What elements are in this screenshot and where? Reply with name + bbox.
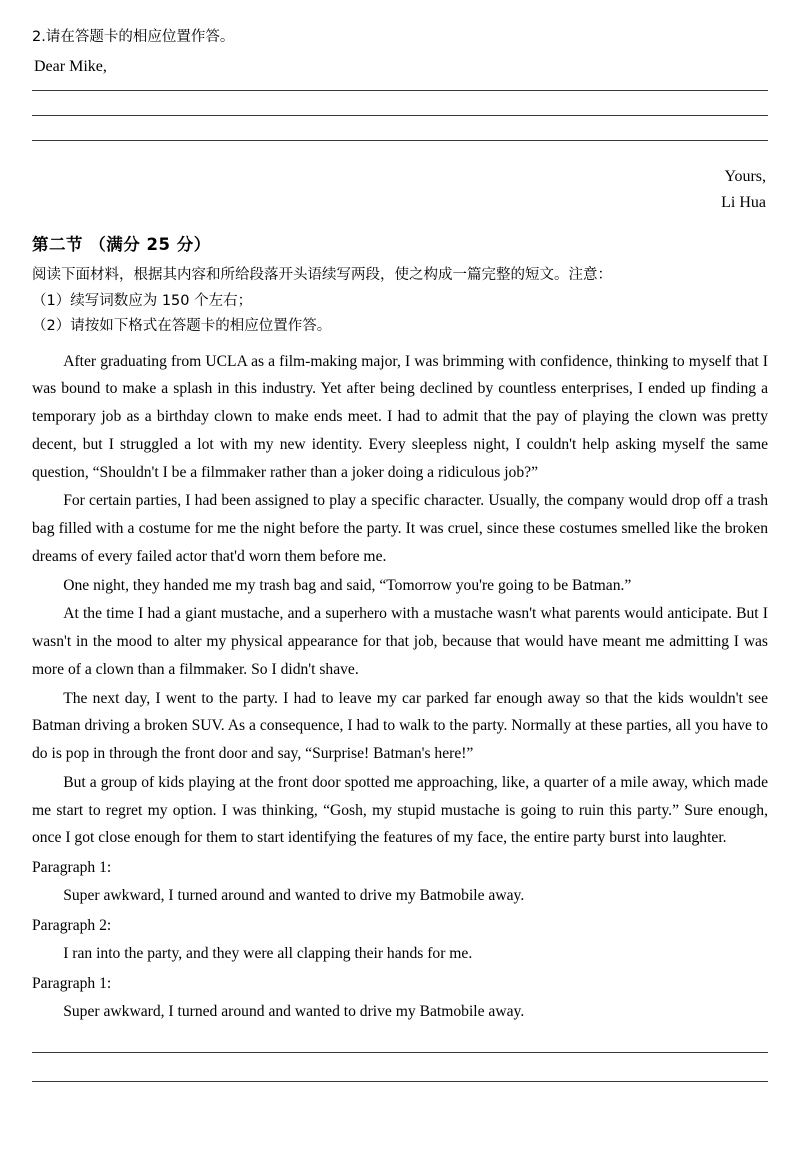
instruction-line-1: 阅读下面材料，根据其内容和所给段落开头语续写两段，使之构成一篇完整的短文。注意： <box>32 267 612 284</box>
instruction-line-3: （2）请按如下格式在答题卡的相应位置作答。 <box>32 318 332 335</box>
paragraph-label: Paragraph 1: <box>32 859 112 877</box>
question-prompt: 2.请在答题卡的相应位置作答。 <box>32 29 235 45</box>
answer-blank-line-1 <box>32 90 768 91</box>
answer-blank-line-2 <box>32 115 768 116</box>
letter-signature: Li Hua <box>721 194 766 212</box>
story-paragraph: After graduating from UCLA as a film-making major, I was brimming with confidence, thinking to myself that I was bound to make a splash in this industry. Yet after being declined by countless enterprises, I ended up finding a temporary job as a birthday clown to make ends meet. I had to admit that the pay of playing the clown was pretty decent, but I struggled a lot with my new identity. Every sleepless night, I couldn't help asking myself the same question, “Shouldn't I be a filmmaker rather than a joker doing a ridiculous job?” <box>32 352 768 481</box>
story-paragraph: The next day, I went to the party. I had to leave my car parked far enough away so that the kids wouldn't see Batman driving a broken SUV. As a consequence, I had to walk to the party. Normally at these parties, all you have to do is pop in through the front door and say, “Surprise! Batman's here!” <box>32 689 768 763</box>
answer-blank-line-3 <box>32 140 768 141</box>
paragraph-label: Paragraph 1: <box>32 975 112 993</box>
paragraph-label: Paragraph 2: <box>32 917 112 935</box>
section-heading: 第二节 （满分 25 分） <box>32 235 211 255</box>
instruction-line-2: （1）续写词数应为 150 个左右； <box>32 292 253 309</box>
story-paragraph: At the time I had a giant mustache, and a superhero with a mustache wasn't what parents would anticipate. But I wasn't in the mood to alter my physical appearance for that job, because that would have meant me admitting I was more of a clown than a filmmaker. So I didn't shave. <box>32 605 768 678</box>
letter-salutation: Dear Mike, <box>34 58 107 76</box>
paragraph-continuation-text: I ran into the party, and they were all clapping their hands for me. <box>63 945 473 963</box>
story-paragraph: For certain parties, I had been assigned to play a specific character. Usually, the company would drop off a trash bag filled with a costume for me the night before the party. It was cruel, since these costumes smelled like the broken dreams of every failed actor that'd worn them before me. <box>32 492 768 565</box>
bottom-blank-line-2 <box>32 1081 768 1082</box>
paragraph-continuation-text: Super awkward, I turned around and wanted to drive my Batmobile away. <box>63 1003 525 1021</box>
paragraph-continuation-text: Super awkward, I turned around and wanted to drive my Batmobile away. <box>63 887 525 905</box>
story-paragraph: But a group of kids playing at the front door spotted me approaching, like, a quarter of a mile away, which made me start to regret my option. I was thinking, “Gosh, my stupid mustache is going to ruin this party.” Sure enough, once I got close enough for them to start identifying the features of my face, the entire party burst into laughter. <box>32 773 768 847</box>
letter-signoff: Yours, <box>724 168 766 186</box>
story-paragraph: One night, they handed me my trash bag and said, “Tomorrow you're going to be Batman.” <box>63 576 632 594</box>
bottom-blank-line-1 <box>32 1052 768 1053</box>
